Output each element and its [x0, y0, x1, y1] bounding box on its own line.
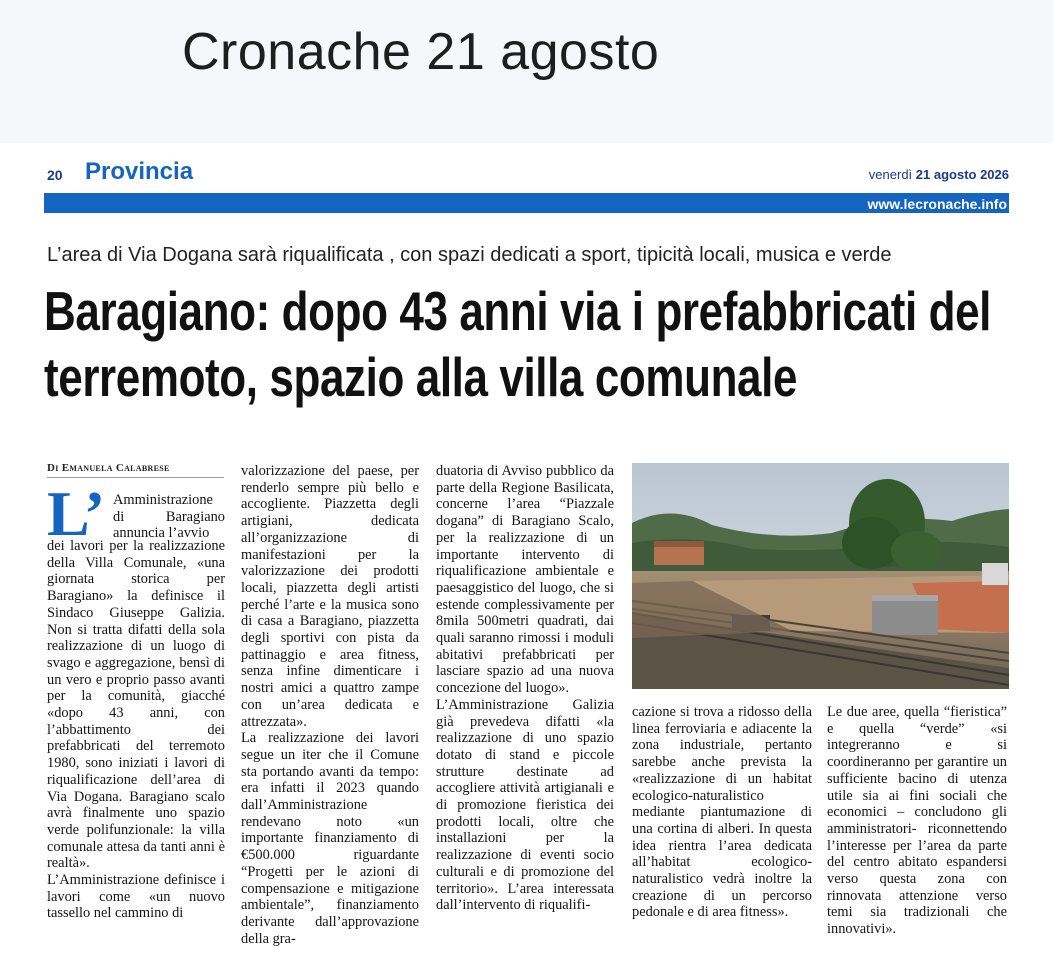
- column-1-intro: Amministrazione di Baragiano annuncia l’avvio: [113, 492, 225, 542]
- column-5-text: Le due aree, quella “fieristica” e quella “verde” «si integreranno e si coordineranno per garantire un sufficiente bacino di utenza utile sia ai fini sociali che economici – concludono gli amministratori- riconnettendo l’interesse per l’area da parte del centro abitato espandersi verso questa zona con rinnovata attenzione verso temi sia tradizionali che innovativi».: [827, 704, 1007, 938]
- drop-cap: L’: [47, 478, 106, 549]
- article-kicker: L’area di Via Dogana sarà riqualificata , con spazi dedicati a sport, tipicità locali, musica e verde: [47, 244, 892, 266]
- column-1-text: dei lavori per la realizzazione della Villa Comunale, «una giornata storica per Baragiano» la definisce il Sindaco Giuseppe Galizia. Non si tratta difatti della sola realizzazione di un luogo di svago e aggregazione, bensì di un vero e proprio passo avanti per la comunità, giacché «dopo 43 anni, con l’abbattimento dei prefabbricati del terremoto 1980, sono iniziati i lavori di riqualificazione dell’area di Via Dogana. Baragiano scalo avrà finalmente uno spazio verde polifunzionale: la villa comunale attesa da tanti anni è realtà». L’Amministrazione definisce i lavori come «un nuovo tassello nel cammino di: [47, 538, 225, 922]
- column-3-text: duatoria di Avviso pubblico da parte della Regione Basilicata, concerne l’area “Piazzale dogana” di Baragiano Scalo, per la realizzazione di un importante intervento di riqualificazione ambientale e paesaggistico del luogo, che si estende complessivamente per 8mila 500metri quadrati, dai quali saranno rimossi i moduli abitativi prefabbricati per lasciare spazio ad una nuova concezione del luogo». L’Amministrazione Galizia già prevedeva difatti «la realizzazione di uno spazio dotato di stand e piccole strutture destinate ad accogliere attività artigianali e di promozione fieristica dei prodotti locali, oltre che installazioni per la realizzazione di eventi socio culturali e di promozione del territorio». L’area interessata dall’intervento di riqualifi-: [436, 463, 614, 914]
- article-photo-railway-area: [632, 463, 1009, 689]
- issue-weekday: venerdì: [868, 167, 913, 182]
- header-title: Cronache 21 agosto: [182, 23, 660, 81]
- article-headline: Baragiano: dopo 43 anni via i prefabbricati del terremoto, spazio alla villa comunale: [44, 280, 991, 408]
- article-byline: Di Emanuela Calabrese: [47, 462, 170, 474]
- masthead-blue-bar: [44, 193, 1009, 213]
- section-title: Provincia: [85, 158, 194, 185]
- issue-date: [869, 167, 1009, 182]
- page-number: 20: [47, 167, 63, 183]
- photo-illustration: [632, 463, 1009, 689]
- column-4-text: cazione si trova a ridosso della linea ferroviaria e adiacente la zona industriale, pertanto sarebbe anche prevista la «realizzazione di un habitat ecologico-naturalistico mediante piantumazione di una cortina di alberi. In questa idea rientra l’area dedicata all’habitat ecologico-naturalistico vedrà inoltre la creazione di un percorso pedonale e di area fitness».: [632, 704, 812, 921]
- screenshot-header-bar: [0, 0, 1053, 143]
- issue-date-text: 21 agosto 2026: [912, 167, 1009, 182]
- website-link[interactable]: www.lecronache.info: [867, 196, 1007, 212]
- column-2-text: valorizzazione del paese, per renderlo sempre più bello e accogliente. Piazzetta degli artigiani, dedicata all’organizzazione di manifestazioni per la valorizzazione dei prodotti locali, piazzetta degli artisti perché l’arte e la musica sono di casa a Baragiano, piazzetta degli sportivi con pista da pattinaggio e area fitness, senza infine dimenticare i nostri amici a quattro zampe con un’area dedicata e attrezzata». La realizzazione dei lavori segue un iter che il Comune sta portando avanti da tempo: era infatti il 2023 quando dall’Amministrazione rendevano noto «un importante finanziamento di €500.000 riguardante “Progetti per le azioni di compensazione e mitigazione ambientale”, finanziamento derivante dall’approvazione della gra-: [241, 463, 419, 947]
